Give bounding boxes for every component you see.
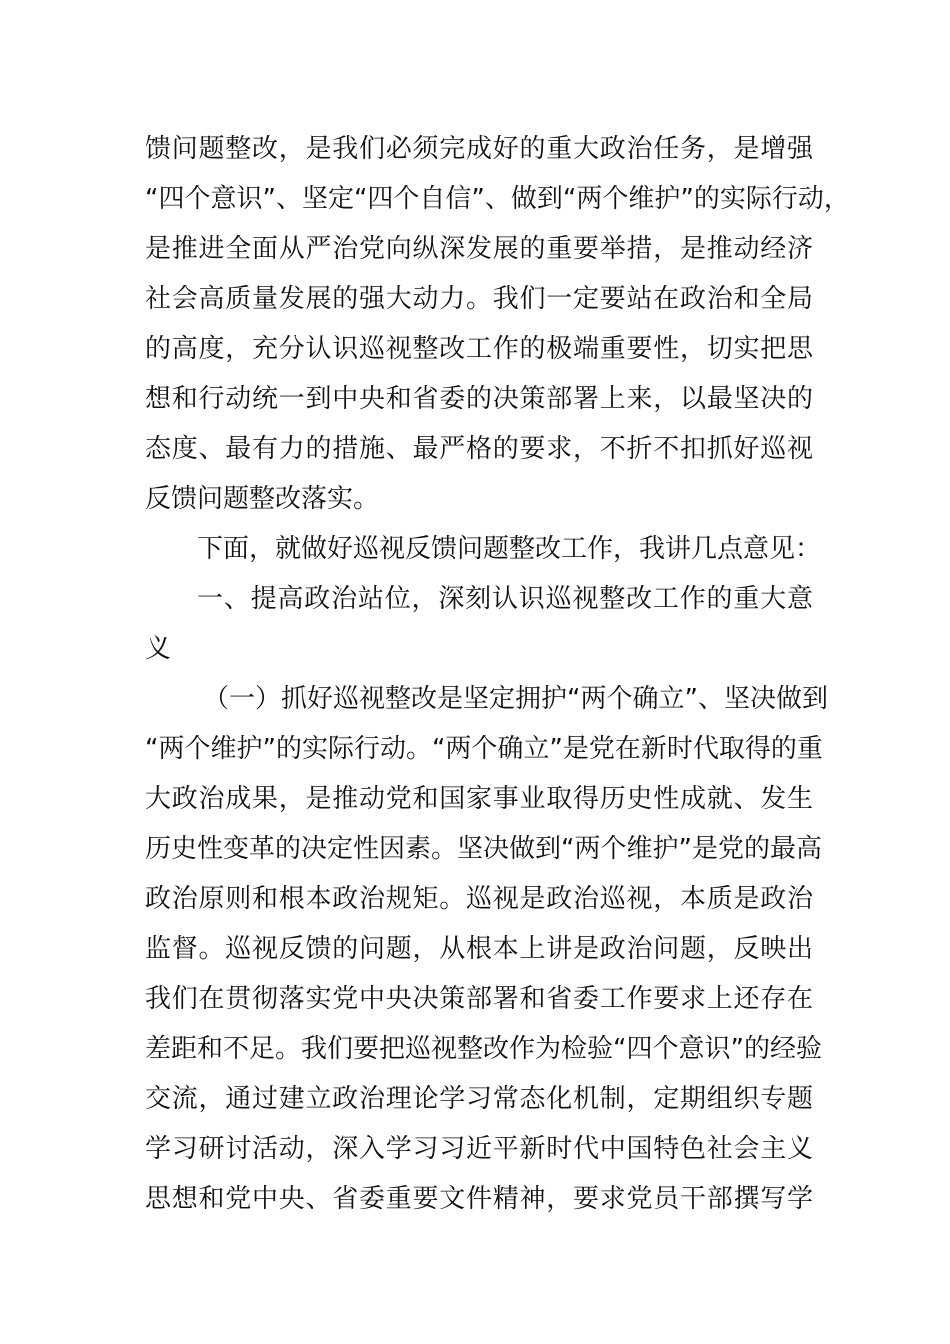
- text-line-17: 监督。巡视反馈的问题，从根本上讲是政治问题，反映出: [145, 934, 813, 964]
- text-line-14: 大政治成果，是推动党和国家事业取得历史性成就、发生: [145, 784, 813, 814]
- text-line-6: 想和行动统一到中央和省委的决策部署上来，以最坚决的: [145, 384, 813, 414]
- body-text: [145, 124, 850, 1224]
- text-line-16: 政治原则和根本政治规矩。巡视是政治巡视，本质是政治: [145, 884, 813, 914]
- subsection-heading-1: （一）抓好巡视整改是坚定拥护“两个确立”、坚决做到: [203, 684, 828, 714]
- text-line-18: 我们在贯彻落实党中央决策部署和省委工作要求上还存在: [145, 984, 813, 1014]
- text-line-1: 馈问题整改，是我们必须完成好的重大政治任务，是增强: [145, 134, 813, 164]
- text-line-8: 反馈问题整改落实。: [145, 484, 380, 514]
- text-line-19: 差距和不足。我们要把巡视整改作为检验“四个意识”的经验: [145, 1034, 822, 1064]
- text-line-15: 历史性变革的决定性因素。坚决做到“两个维护”是党的最高: [145, 834, 822, 864]
- text-line-2: “四个意识”、坚定“四个自信”、做到“两个维护”的实际行动，: [145, 184, 850, 214]
- text-line-7: 态度、最有力的措施、最严格的要求，不折不扣抓好巡视: [145, 434, 813, 464]
- text-line-13: “两个维护”的实际行动。“两个确立”是党在新时代取得的重: [145, 734, 823, 764]
- text-line-5: 的高度，充分认识巡视整改工作的极端重要性，切实把思: [145, 334, 813, 364]
- text-line-21: 学习研讨活动，深入学习习近平新时代中国特色社会主义: [145, 1134, 813, 1164]
- text-line-4: 社会高质量发展的强大动力。我们一定要站在政治和全局: [145, 284, 813, 314]
- text-line-3: 是推进全面从严治党向纵深发展的重要举措，是推动经济: [145, 234, 813, 264]
- section-heading-1-end: 义: [145, 634, 172, 664]
- section-heading-1: 一、提高政治站位，深刻认识巡视整改工作的重大意: [197, 584, 813, 614]
- text-line-20: 交流，通过建立政治理论学习常态化机制，定期组织专题: [145, 1084, 813, 1114]
- text-line-22: 思想和党中央、省委重要文件精神，要求党员干部撰写学: [145, 1184, 813, 1214]
- text-line-9: 下面，就做好巡视反馈问题整改工作，我讲几点意见：: [197, 534, 822, 564]
